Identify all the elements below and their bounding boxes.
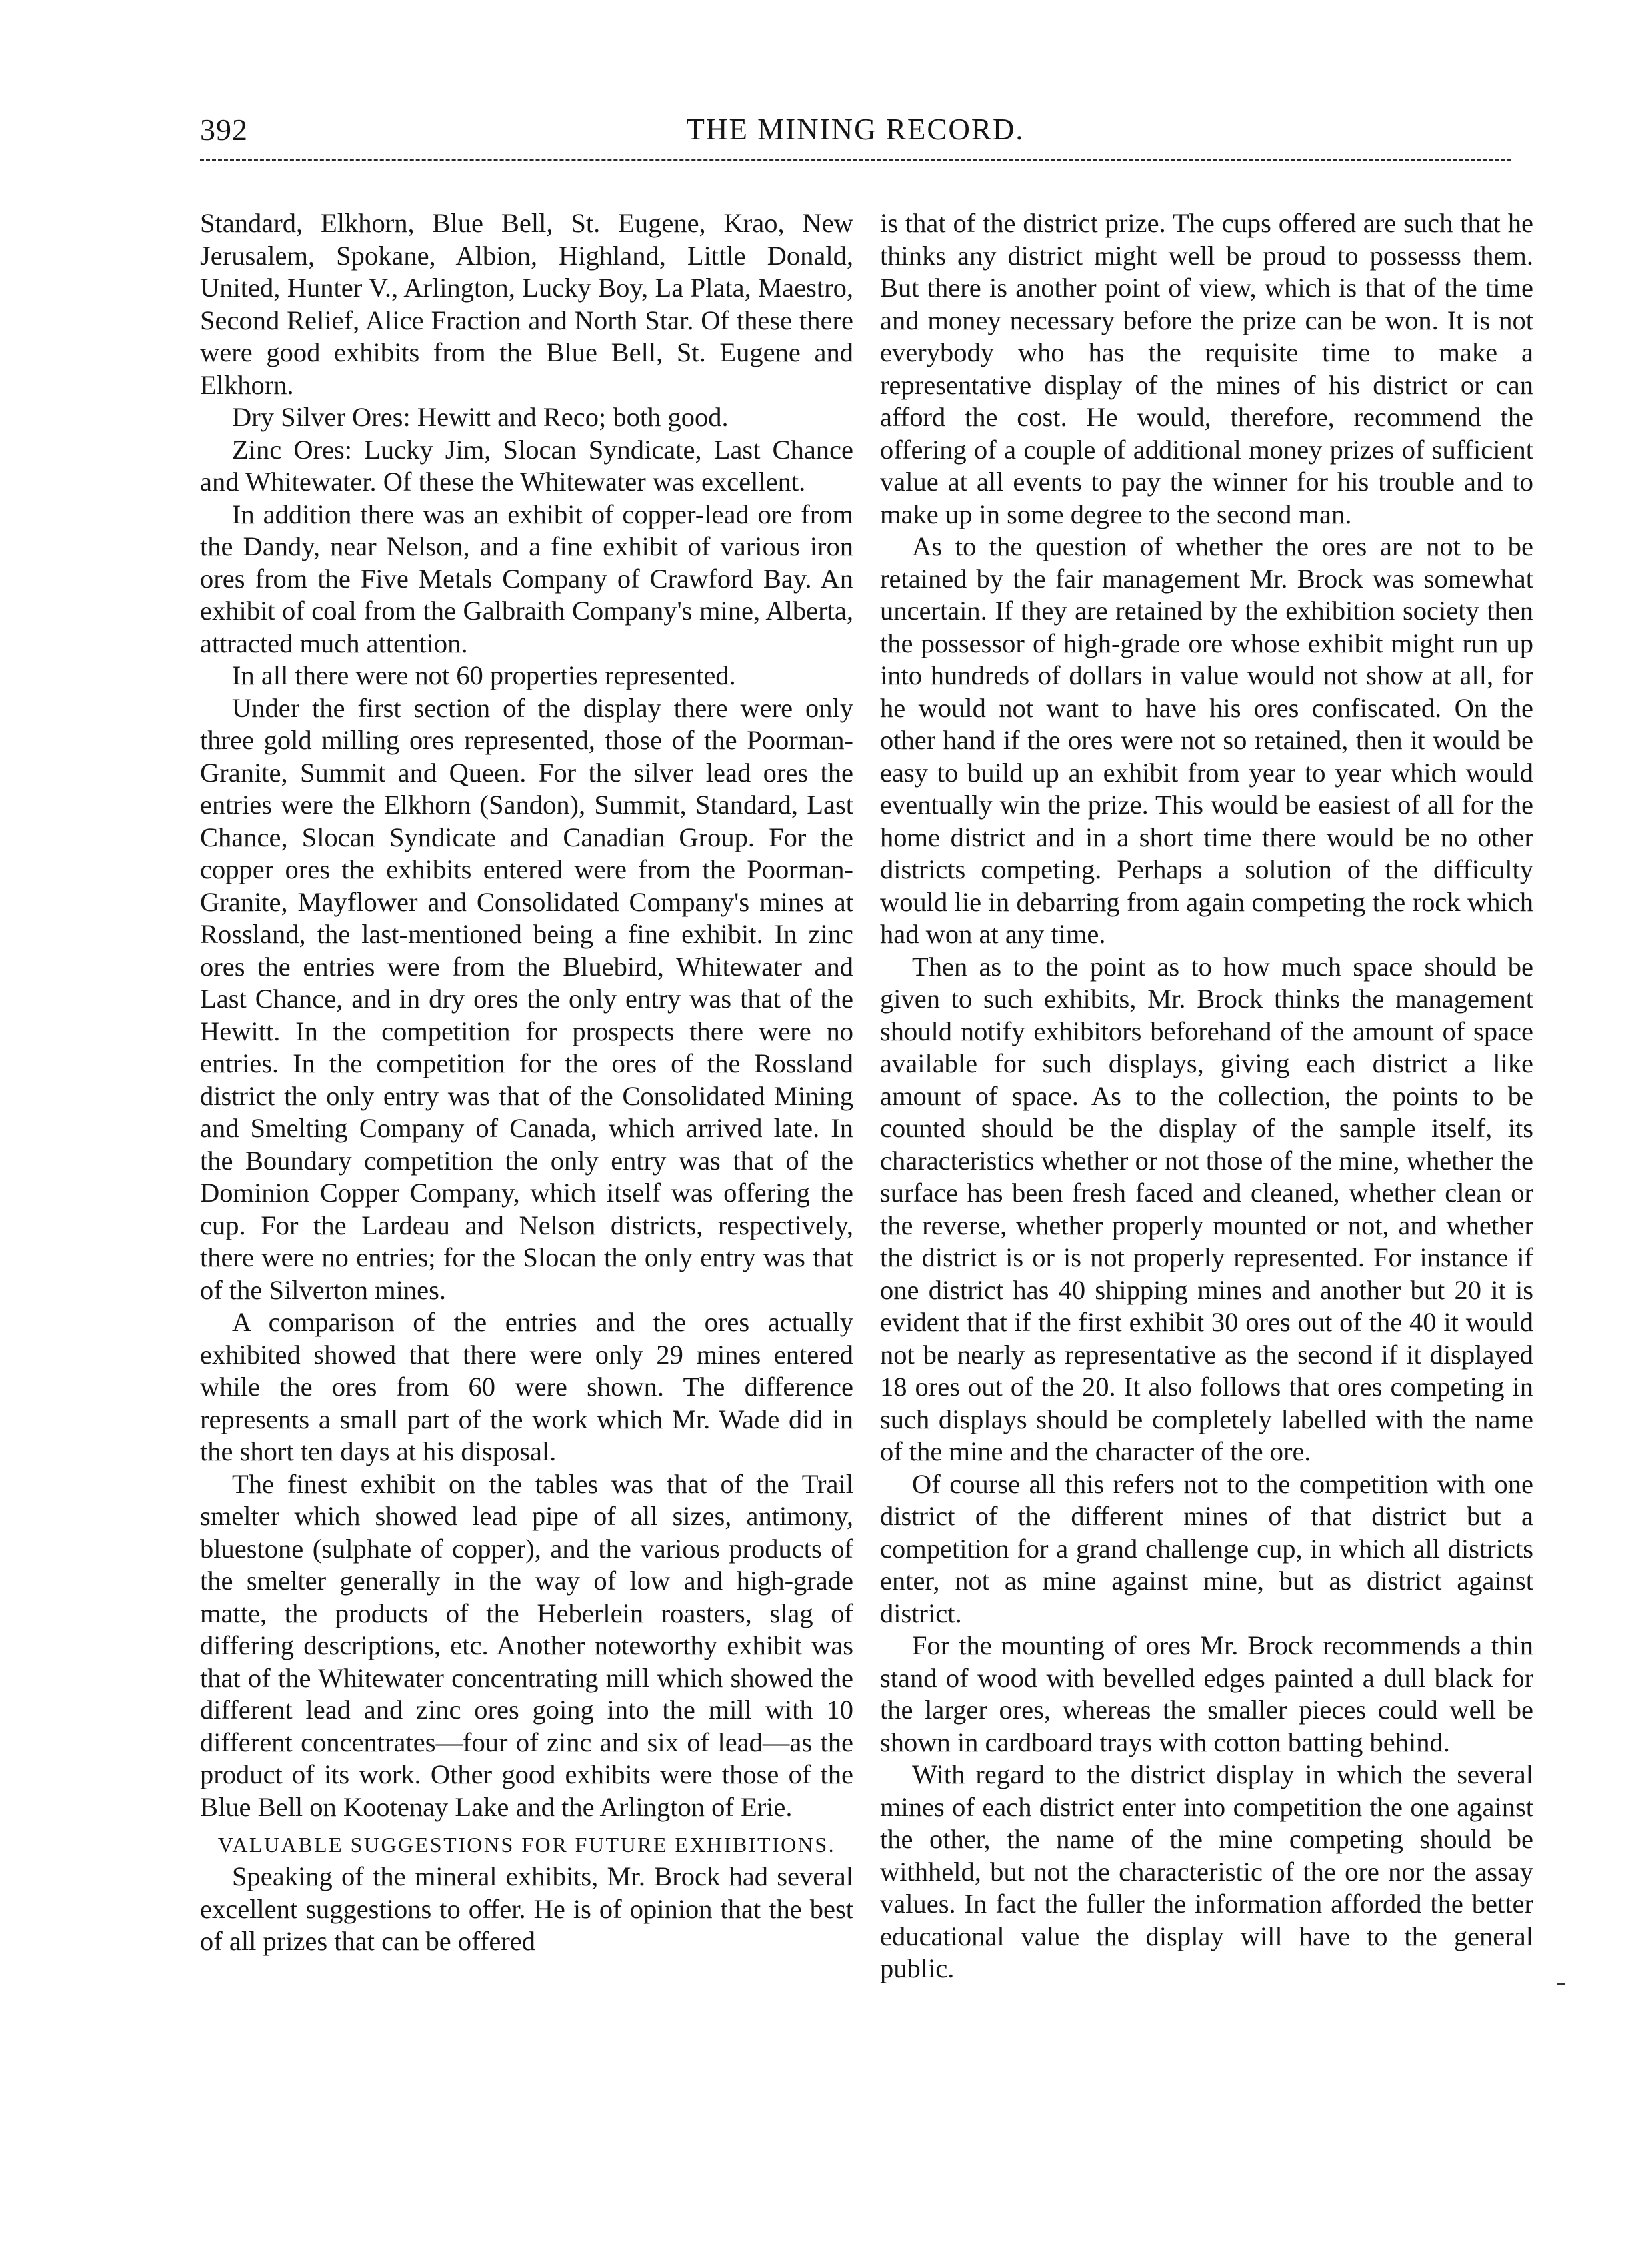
page-number: 392: [200, 113, 248, 147]
running-title: THE MINING RECORD.: [686, 113, 1025, 146]
paragraph: is that of the district prize. The cups offered are such that he thinks any district might well be proud to possesss them. But there is another point of view, which is that of the time and money necessary before the prize can be won. It is not everybody who has the requisite time to make a representative display of the mines of his district or can afford the cost. He would, therefore, recommend the offering of a couple of additional money prizes of sufficient value at all events to pay the winner for his trouble and to make up in some degree to the second man.: [880, 208, 1533, 529]
left-column: [200, 207, 853, 1958]
page-header: [200, 112, 1511, 152]
paragraph: With regard to the district display in which the several mines of each district enter into competition the one against the other, the name of the mine competing should be withheld, but not the characteristic of the ore nor the assay values. In fact the fuller the information afforded the better educational value the display will have to the general public.: [880, 1759, 1533, 1983]
section-subheading: VALUABLE SUGGESTIONS FOR FUTURE EXHIBITIONS.: [217, 1833, 836, 1857]
paragraph: Of course all this refers not to the competition with one district of the different mines of that district but a competition for a grand challenge cup, in which all districts enter, not as mine against mine, but as district against district.: [880, 1468, 1533, 1628]
paragraph: The finest exhibit on the tables was that of the Trail smelter which showed lead pipe of all sizes, antimony, bluestone (sulphate of copper), and the various products of the smelter generally in the way of low and high-grade matte, the products of the Heberlein roasters, slag of differing descriptions, etc. Another noteworthy exhibit was that of the Whitewater concentrating mill which showed the different lead and zinc ores going into the mill with 10 different concentrates—four of zinc and six of lead—as the product of its work. Other good exhibits were those of the Blue Bell on Kootenay Lake and the Arlington of Erie.: [200, 1468, 853, 1822]
paragraph: A comparison of the entries and the ores actually exhibited showed that there were only 29 mines entered while the ores from 60 were shown. The difference represents a small part of the work which Mr. Wade did in the short ten days at his disposal.: [200, 1307, 853, 1466]
paragraph: As to the question of whether the ores are not to be retained by the fair management Mr. Brock was somewhat uncertain. If they are retained by the exhibition society then the possessor of high-grade ore whose exhibit might run up into hundreds of dollars in value would not show at all, for he would not want to have his ores confiscated. On the other hand if the ores were not so retained, then it would be easy to build up an exhibit from year to year which would eventually win the prize. This would be easiest of all for the home district and in a short time there would be no other districts competing. Perhaps a solution of the difficulty would lie in debarring from again competing the rock which had won at any time.: [880, 531, 1533, 949]
paragraph: Zinc Ores: Lucky Jim, Slocan Syndicate, Last Chance and Whitewater. Of these the Whitewater was excellent.: [200, 434, 853, 497]
margin-mark: [1557, 1983, 1565, 1985]
paragraph: In addition there was an exhibit of copper-lead ore from the Dandy, near Nelson, and a fine exhibit of various iron ores from the Five Metals Company of Crawford Bay. An exhibit of coal from the Galbraith Company's mine, Alberta, attracted much attention.: [200, 499, 853, 658]
paragraph: For the mounting of ores Mr. Brock recommends a thin stand of wood with bevelled edges painted a dull black for the larger ores, whereas the smaller pieces could well be shown in cardboard trays with cotton batting behind.: [880, 1630, 1533, 1757]
header-rule: [200, 159, 1511, 161]
paragraph: Then as to the point as to how much space should be given to such exhibits, Mr. Brock thinks the management should notify exhibitors beforehand of the amount of space available for such displays, giving each district a like amount of space. As to the collection, the points to be counted should be the display of the sample itself, its characteristics whether or not those of the mine, whether the surface has been fresh faced and cleaned, whether clean or the reverse, whether properly mounted or not, and whether the district is or is not properly represented. For instance if one district has 40 shipping mines and another but 20 it is evident that if the first exhibit 30 ores out of the 40 it would not be nearly as representative as the second if it displayed 18 ores out of the 20. It also follows that ores competing in such displays should be completely labelled with the name of the mine and the character of the ore.: [880, 951, 1533, 1466]
paragraph: In all there were not 60 properties represented.: [232, 660, 736, 690]
right-column: [880, 207, 1533, 1985]
paragraph: Standard, Elkhorn, Blue Bell, St. Eugene, Krao, New Jerusalem, Spokane, Albion, Highland, Little Donald, United, Hunter V., Arlington, Lucky Boy, La Plata, Maestro, Second Relief, Alice Fraction and North Star. Of these there were good exhibits from the Blue Bell, St. Eugene and Elkhorn.: [200, 208, 853, 400]
paragraph: Under the first section of the display there were only three gold milling ores represented, those of the Poorman-Granite, Summit and Queen. For the silver lead ores the entries were the Elkhorn (Sandon), Summit, Standard, Last Chance, Slocan Syndicate and Canadian Group. For the copper ores the exhibits entered were from the Poorman-Granite, Mayflower and Consolidated Company's mines at Rossland, the last-mentioned being a fine exhibit. In zinc ores the entries were from the Bluebird, Whitewater and Last Chance, and in dry ores the only entry was that of the Hewitt. In the competition for prospects there were no entries. In the competition for the ores of the Rossland district the only entry was that of the Consolidated Mining and Smelting Company of Canada, which arrived late. In the Boundary competition the only entry was that of the Dominion Copper Company, which itself was offering the cup. For the Lardeau and Nelson districts, respectively, there were no entries; for the Slocan the only entry was that of the Silverton mines.: [200, 692, 853, 1305]
paragraph: Dry Silver Ores: Hewitt and Reco; both good.: [232, 402, 729, 432]
paragraph: Speaking of the mineral exhibits, Mr. Brock had several excellent suggestions to offer. He is of opinion that the best of all prizes that can be offered: [200, 1861, 853, 1956]
